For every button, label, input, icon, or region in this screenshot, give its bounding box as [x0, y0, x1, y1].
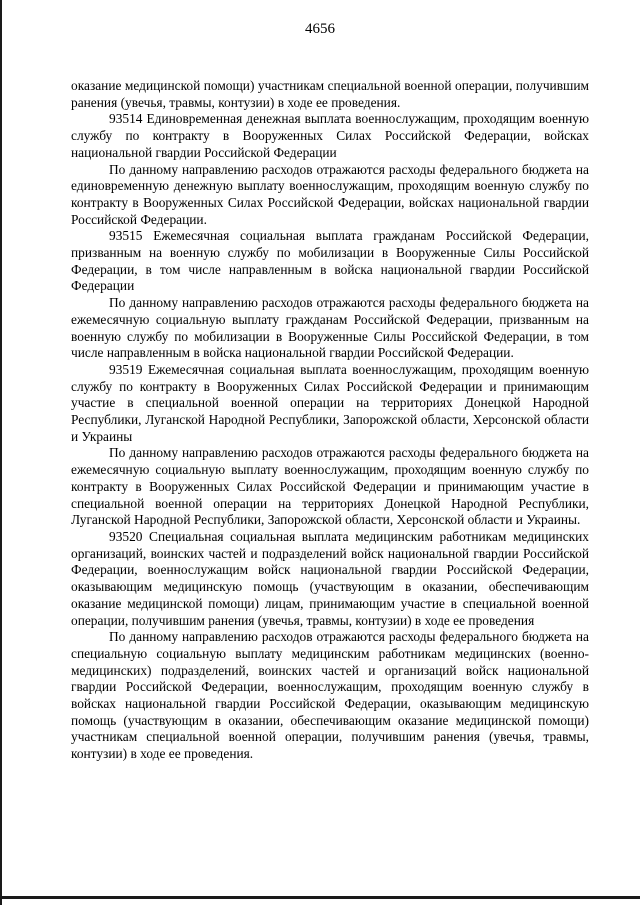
paragraph-93515-description: По данному направлению расходов отражаются расходы федерального бюджета на ежемесячную социальную выплату гражданам Российской Федерации, призванным на военную службу по мобилизации в Вооруженные Силы Российской Федерации, в том числе направленным в войска национальной гвардии Российской Федерации.: [71, 295, 589, 361]
paragraph-93519-heading: 93519 Ежемесячная социальная выплата военнослужащим, проходящим военную службу по контракту в Вооруженных Силах Российской Федерации и принимающим участие в специальной военной операции на территориях Донецкой Народной Республики, Луганской Народной Республики, Запорожской области, Херсонской области и Украины: [71, 361, 589, 444]
page-number: 4656: [305, 21, 335, 37]
paragraph-93520-heading: 93520 Специальная социальная выплата медицинским работникам медицинских организаций, воинских частей и подразделений войск национальной гвардии Российской Федерации, военнослужащим войск национальной гвардии Российской Федерации, оказывающим медицинскую помощь (участвующим в оказании, обеспечивающим оказание медицинской помощи) лицам, принимающим участие в специальной военной операции, получившим ранения (увечья, травмы, контузии) в ходе ее проведения: [71, 528, 589, 628]
paragraph-93520-description: По данному направлению расходов отражаются расходы федерального бюджета на специальную социальную выплату медицинским работникам медицинских (военно-медицинских) подразделений, воинских частей и организаций войск национальной гвардии Российской Федерации, военнослужащим, проходящим военную службу в войсках национальной гвардии Российской Федерации, оказывающим медицинскую помощь (участвующим в оказании, обеспечивающим оказание медицинской помощи) участникам специальной военной операции, получившим ранения (увечья, травмы, контузии) в ходе ее проведения.: [71, 629, 589, 762]
paragraph-93519-description: По данному направлению расходов отражаются расходы федерального бюджета на ежемесячную социальную выплату военнослужащим, проходящим военную службу по контракту в Вооруженных Силах Российской Федерации и принимающим участие в специальной военной операции на территориях Донецкой Народной Республики, Луганской Народной Республики, Запорожской области, Херсонской области и Украины.: [71, 445, 589, 528]
document-body: [71, 78, 589, 763]
paragraph-continuation: оказание медицинской помощи) участникам специальной военной операции, получившим ранения (увечья, травмы, контузии) в ходе ее проведения.: [71, 78, 589, 110]
paragraph-93515-heading: 93515 Ежемесячная социальная выплата гражданам Российской Федерации, призванным на военную службу по мобилизации в Вооруженные Силы Российской Федерации, в том числе направленным в войска национальной гвардии Российской Федерации: [71, 228, 589, 294]
paragraph-93514-heading: 93514 Единовременная денежная выплата военнослужащим, проходящим военную службу по контракту в Вооруженных Силах Российской Федерации, войсках национальной гвардии Российской Федерации: [71, 111, 589, 160]
scan-edge-left: [0, 0, 2, 905]
scan-edge-bottom: [0, 896, 640, 899]
paragraph-93514-description: По данному направлению расходов отражаются расходы федерального бюджета на единовременную денежную выплату военнослужащим, проходящим военную службу по контракту в Вооруженных Силах Российской Федерации, войсках национальной гвардии Российской Федерации.: [71, 161, 589, 227]
